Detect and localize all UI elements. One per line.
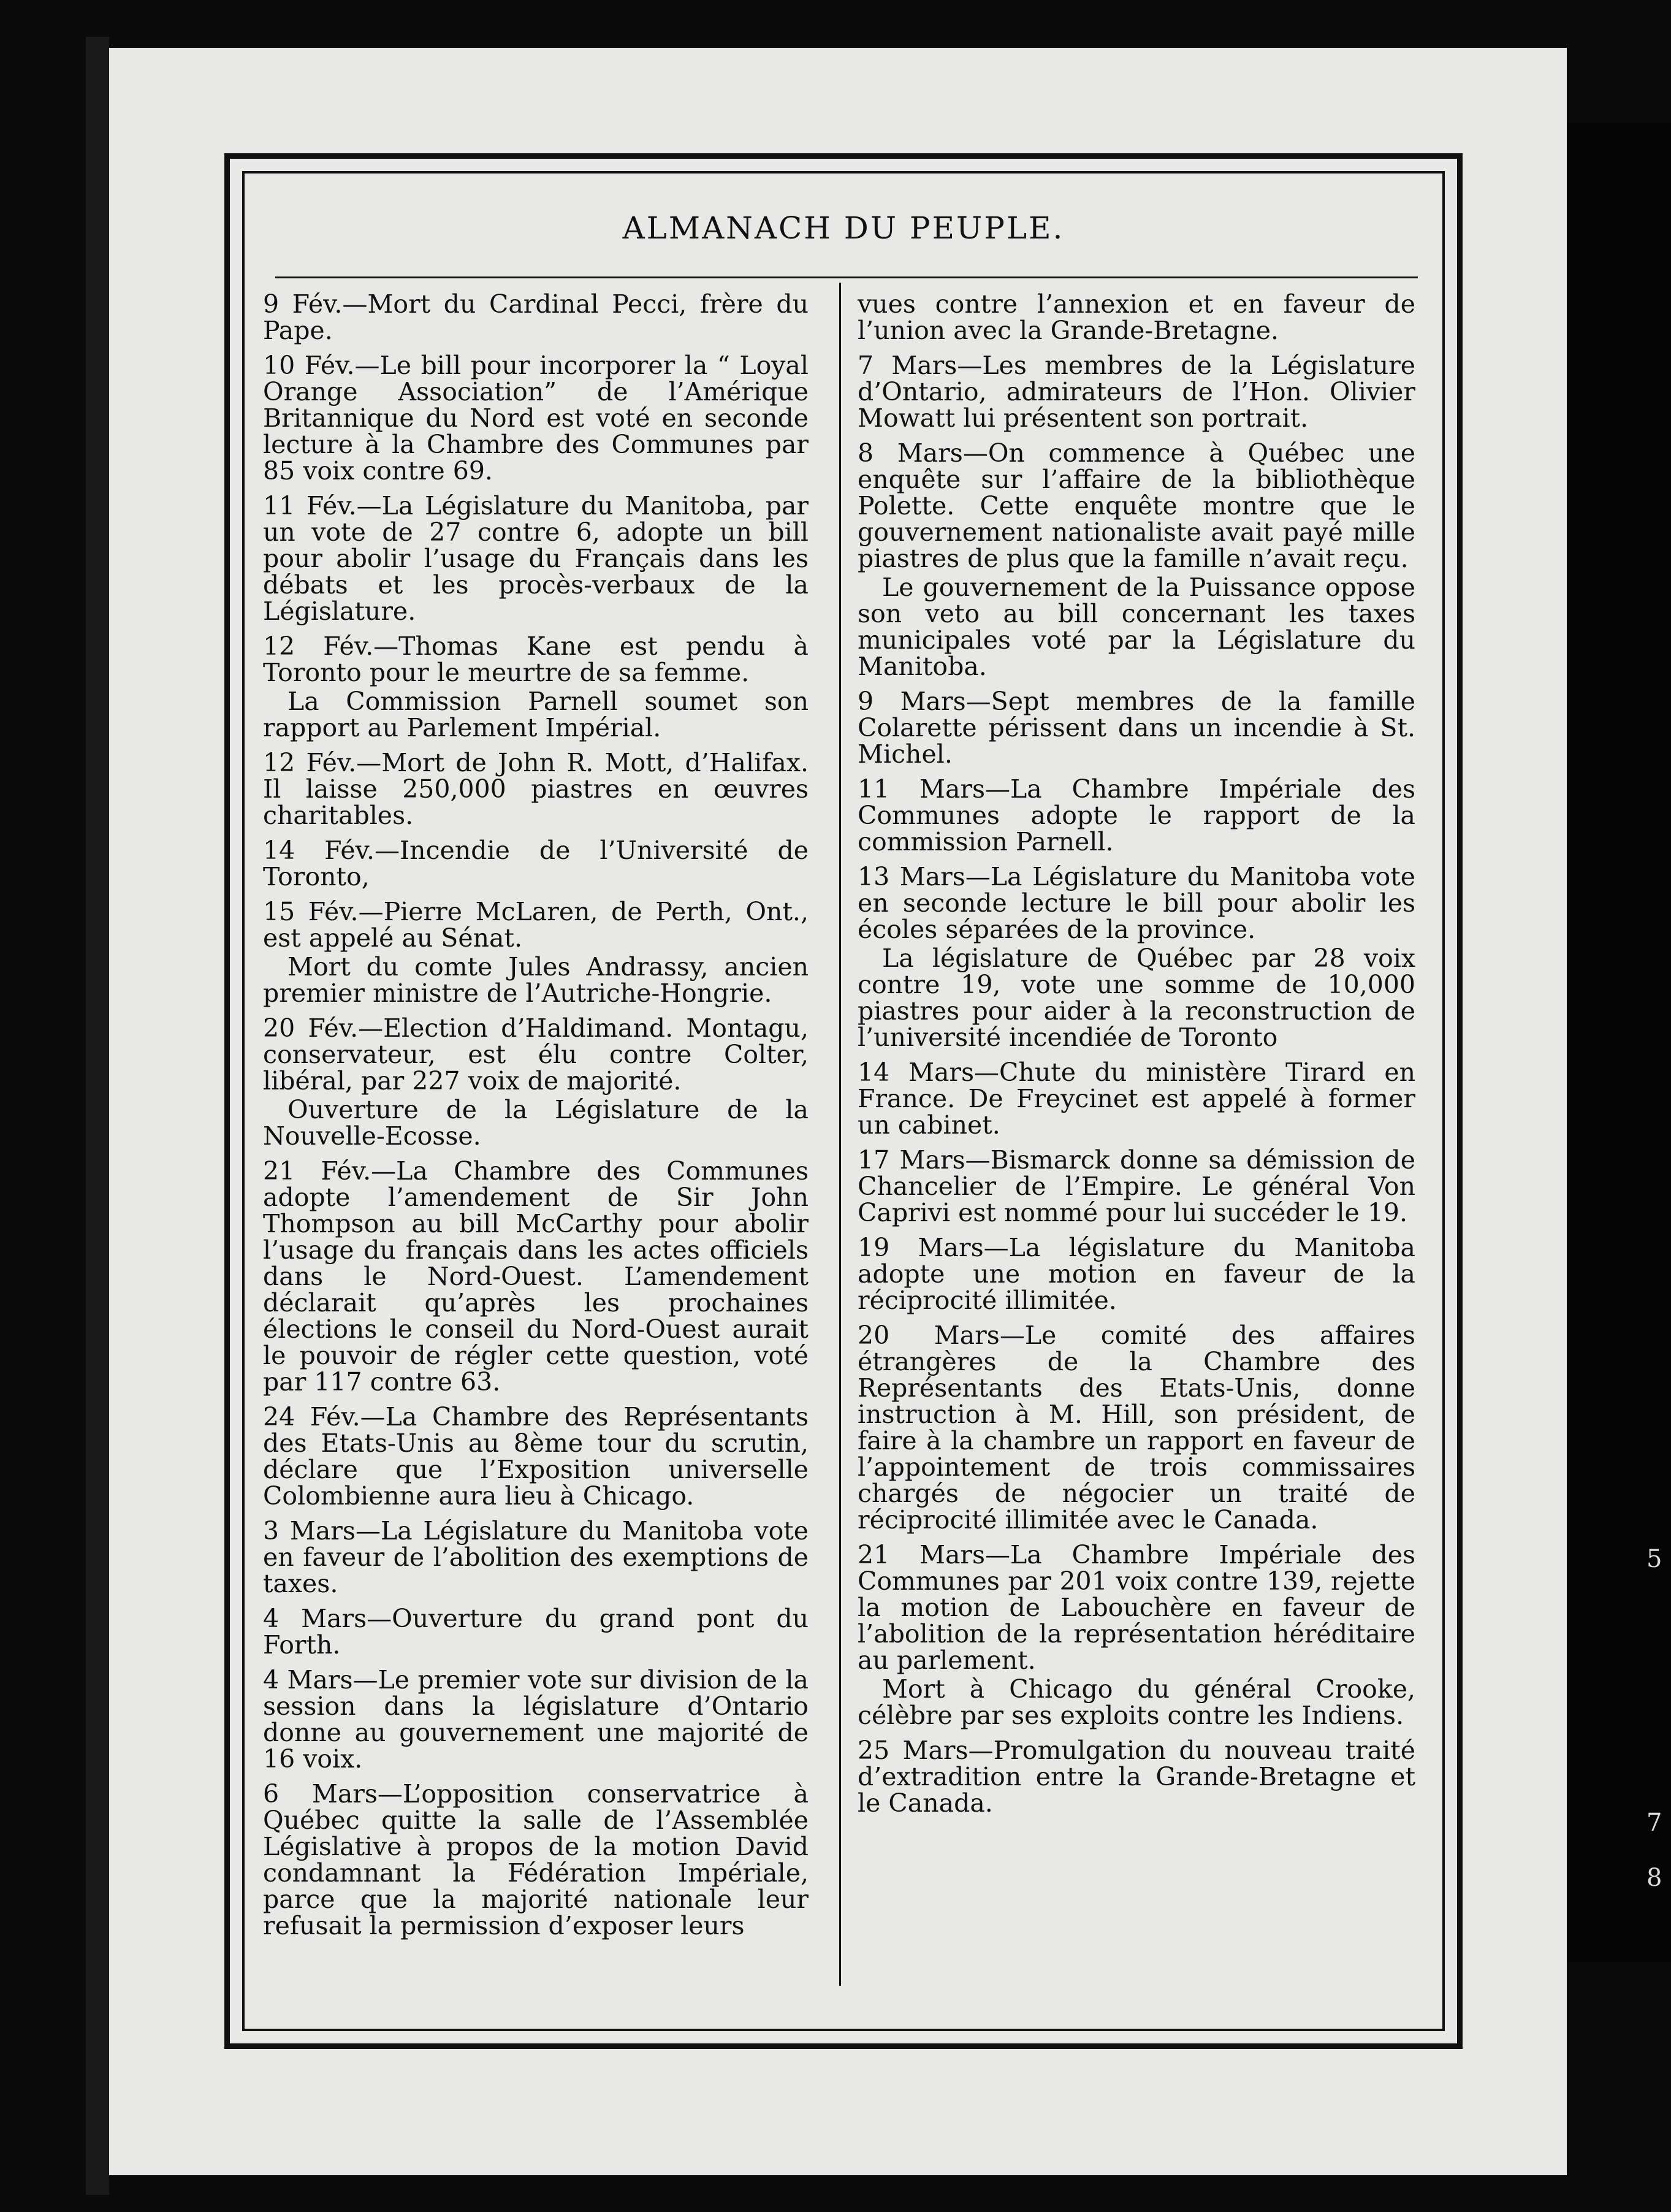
entry-date: 13 Mars xyxy=(858,862,965,891)
entry-text: La Commission Parnell soumet son rapport au Parlement Impérial. xyxy=(263,687,809,742)
entry-text: —Thomas Kane est pendu à Toronto pour le meurtre de sa femme. xyxy=(263,631,809,687)
entry-date: 14 Mars xyxy=(858,1058,975,1087)
chronology-entry xyxy=(858,1059,1415,1138)
edge-mark: 5 xyxy=(1646,1545,1662,1573)
chronology-entry xyxy=(858,1737,1415,1817)
page-shadow-left xyxy=(86,37,109,2195)
entry-text: —Sept membres de la famille Colarette périssent dans un incendie à St. Michel. xyxy=(858,687,1415,769)
chronology-entry xyxy=(263,291,809,344)
entry-text: —La Chambre Impériale des Communes adopte le rapport de la commission Parnell. xyxy=(858,774,1415,856)
page-header: ALMANACH DU PEUPLE. xyxy=(622,210,1065,246)
entry-date: 12 Fév. xyxy=(263,748,357,777)
entry-date: 14 Fév. xyxy=(263,836,375,865)
chronology-entry xyxy=(858,1542,1415,1674)
chronology-entry xyxy=(858,1147,1415,1226)
chronology-entry xyxy=(263,688,809,741)
chronology-entry xyxy=(263,1015,809,1094)
entry-date: 7 Mars xyxy=(858,351,957,380)
entry-text: Mort du comte Jules Andrassy, ancien premier ministre de l’Autriche-Hongrie. xyxy=(263,952,809,1008)
chronology-entry xyxy=(858,291,1415,344)
entry-text: —La législature du Manitoba adopte une motion en faveur de la réciprocité illimitée. xyxy=(858,1233,1415,1315)
almanac-page xyxy=(109,48,1567,2175)
chronology-entry xyxy=(263,899,809,952)
entry-date: 8 Mars xyxy=(858,438,963,468)
entry-text: —On commence à Québec une enquête sur l’affaire de la bibliothèque Polette. Cette enquête montre que le gouvernement nationaliste avait payé mille piastres de plus que la famille n’avait reçu. xyxy=(858,438,1415,573)
entry-text: —Le premier vote sur division de la session dans la législature d’Ontario donne au gouvernement une majorité de 16 voix. xyxy=(263,1665,809,1774)
entry-text: —Le bill pour incorporer la “ Loyal Orange Association” de l’Amérique Britannique du Nord est voté en seconde lecture à la Chambre des Communes par 85 voix contre 69. xyxy=(263,351,809,486)
chronology-entry xyxy=(263,1158,809,1395)
chronology-entry xyxy=(263,1606,809,1658)
entry-text: Le gouvernement de la Puissance oppose son veto au bill concernant les taxes municipales voté par la Législature du Manitoba. xyxy=(858,573,1415,681)
entry-text: —Chute du ministère Tirard en France. De Freycinet est appelé à former un cabinet. xyxy=(858,1058,1415,1140)
entry-date: 11 Mars xyxy=(858,774,986,804)
entry-text: —L’opposition conservatrice à Québec quitte la salle de l’Assemblée Législative à propos de la motion David condamnant la Fédération Impériale, parce que la majorité nationale leur refusait la permission d’exposer leurs xyxy=(263,1779,809,1940)
entry-text: —La Chambre des Représentants des Etats-Unis au 8ème tour du scrutin, déclare que l’Exposition universelle Colombienne aura lieu à Chicago. xyxy=(263,1402,809,1511)
page-border xyxy=(224,153,1463,2049)
entry-text: La législature de Québec par 28 voix contre 19, vote une somme de 10,000 piastres pour aider à la reconstruction de l’université incendiée de Toronto xyxy=(858,944,1415,1052)
entry-date: 25 Mars xyxy=(858,1736,969,1765)
header-rule xyxy=(275,276,1418,278)
edge-mark: 7 xyxy=(1646,1809,1662,1837)
left-column xyxy=(263,291,809,1948)
chronology-entry xyxy=(263,1667,809,1772)
chronology-entry xyxy=(858,945,1415,1051)
chronology-entry xyxy=(263,1404,809,1509)
chronology-entry xyxy=(263,633,809,686)
entry-date: 15 Fév. xyxy=(263,897,359,926)
entry-text: —La Chambre Impériale des Communes par 201 voix contre 139, rejette la motion de Labouchère en faveur de l’abolition de la représentation héréditaire au parlement. xyxy=(858,1540,1415,1675)
entry-date: 12 Fév. xyxy=(263,631,374,661)
entry-text: —Le comité des affaires étrangères de la Chambre des Représentants des Etats-Unis, donne instruction à M. Hill, son président, de faire à la chambre un rapport en faveur de l’appointement de trois commissaires chargés de négocier un traité de réciprocité illimitée avec le Canada. xyxy=(858,1321,1415,1535)
chronology-entry xyxy=(263,954,809,1007)
entry-text: —Les membres de la Législature d’Ontario, admirateurs de l’Hon. Olivier Mowatt lui présentent son portrait. xyxy=(858,351,1415,433)
entry-text: —Election d’Haldimand. Montagu, conservateur, est élu contre Colter, libéral, par 227 voix de majorité. xyxy=(263,1013,809,1096)
chronology-entry xyxy=(858,1676,1415,1729)
chronology-entry xyxy=(858,688,1415,768)
chronology-entry xyxy=(263,750,809,829)
chronology-entry xyxy=(263,837,809,890)
entry-text: —La Législature du Manitoba vote en faveur de l’abolition des exemptions de taxes. xyxy=(263,1516,809,1598)
right-column xyxy=(858,291,1415,1825)
chronology-entry xyxy=(263,1518,809,1597)
chronology-entry xyxy=(263,493,809,625)
entry-text: —La Législature du Manitoba, par un vote de 27 contre 6, adopte un bill pour abolir l’usage du Français dans les débats et les procès-verbaux de la Législature. xyxy=(263,491,809,626)
entry-date: 20 Fév. xyxy=(263,1013,359,1043)
entry-date: 4 Mars xyxy=(263,1665,353,1695)
chronology-entry xyxy=(858,440,1415,572)
entry-text: Mort à Chicago du général Crooke, célèbre par ses exploits contre les Indiens. xyxy=(858,1674,1415,1730)
entry-text: —Pierre McLaren, de Perth, Ont., est appelé au Sénat. xyxy=(263,897,809,953)
entry-date: 21 Mars xyxy=(858,1540,986,1569)
entry-text: —La Chambre des Communes adopte l’amendement de Sir John Thompson au bill McCarthy pour abolir l’usage du français dans les actes officiels dans le Nord-Ouest. L’amendement déclarait qu’après les prochaines élections le conseil du Nord-Ouest aurait le pouvoir de régler cette question, voté par 117 contre 63. xyxy=(263,1156,809,1397)
entry-date: 3 Mars xyxy=(263,1516,356,1546)
edge-mark: 8 xyxy=(1646,1864,1662,1892)
chronology-entry xyxy=(263,1781,809,1939)
column-divider xyxy=(839,283,841,1986)
entry-date: 24 Fév. xyxy=(263,1402,360,1432)
entry-text: —Promulgation du nouveau traité d’extradition entre la Grande-Bretagne et le Canada. xyxy=(858,1736,1415,1818)
chronology-entry xyxy=(858,574,1415,680)
entry-text: —Mort du Cardinal Pecci, frère du Pape. xyxy=(263,289,809,345)
entry-date: 21 Fév. xyxy=(263,1156,371,1186)
entry-text: vues contre l’annexion et en faveur de l’union avec la Grande-Bretagne. xyxy=(858,289,1415,345)
entry-text: —La Législature du Manitoba vote en seconde lecture le bill pour abolir les écoles séparées de la province. xyxy=(858,862,1415,944)
entry-date: 9 Fév. xyxy=(263,289,343,319)
chronology-entry xyxy=(858,864,1415,943)
chronology-entry xyxy=(263,1097,809,1150)
page-inner-border xyxy=(242,171,1445,2031)
entry-date: 20 Mars xyxy=(858,1321,1000,1350)
entry-date: 19 Mars xyxy=(858,1233,984,1262)
entry-text: —Incendie de l’Université de Toronto, xyxy=(263,836,809,891)
entry-date: 6 Mars xyxy=(263,1779,378,1809)
entry-text: —Mort de John R. Mott, d’Halifax. Il laisse 250,000 piastres en œuvres charitables. xyxy=(263,748,809,830)
chronology-entry xyxy=(263,353,809,484)
entry-text: Ouverture de la Législature de la Nouvelle-Ecosse. xyxy=(263,1095,809,1151)
entry-date: 4 Mars xyxy=(263,1604,367,1633)
entry-text: —Ouverture du grand pont du Forth. xyxy=(263,1604,809,1660)
adjacent-page-edge xyxy=(1567,123,1671,1962)
entry-date: 10 Fév. xyxy=(263,351,355,380)
entry-date: 9 Mars xyxy=(858,687,966,716)
chronology-entry xyxy=(858,1322,1415,1533)
entry-date: 11 Fév. xyxy=(263,491,357,521)
chronology-entry xyxy=(858,1235,1415,1314)
chronology-entry xyxy=(858,353,1415,432)
chronology-entry xyxy=(858,776,1415,855)
entry-text: —Bismarck donne sa démission de Chancelier de l’Empire. Le général Von Caprivi est nommé pour lui succéder le 19. xyxy=(858,1145,1415,1227)
entry-date: 17 Mars xyxy=(858,1145,965,1175)
